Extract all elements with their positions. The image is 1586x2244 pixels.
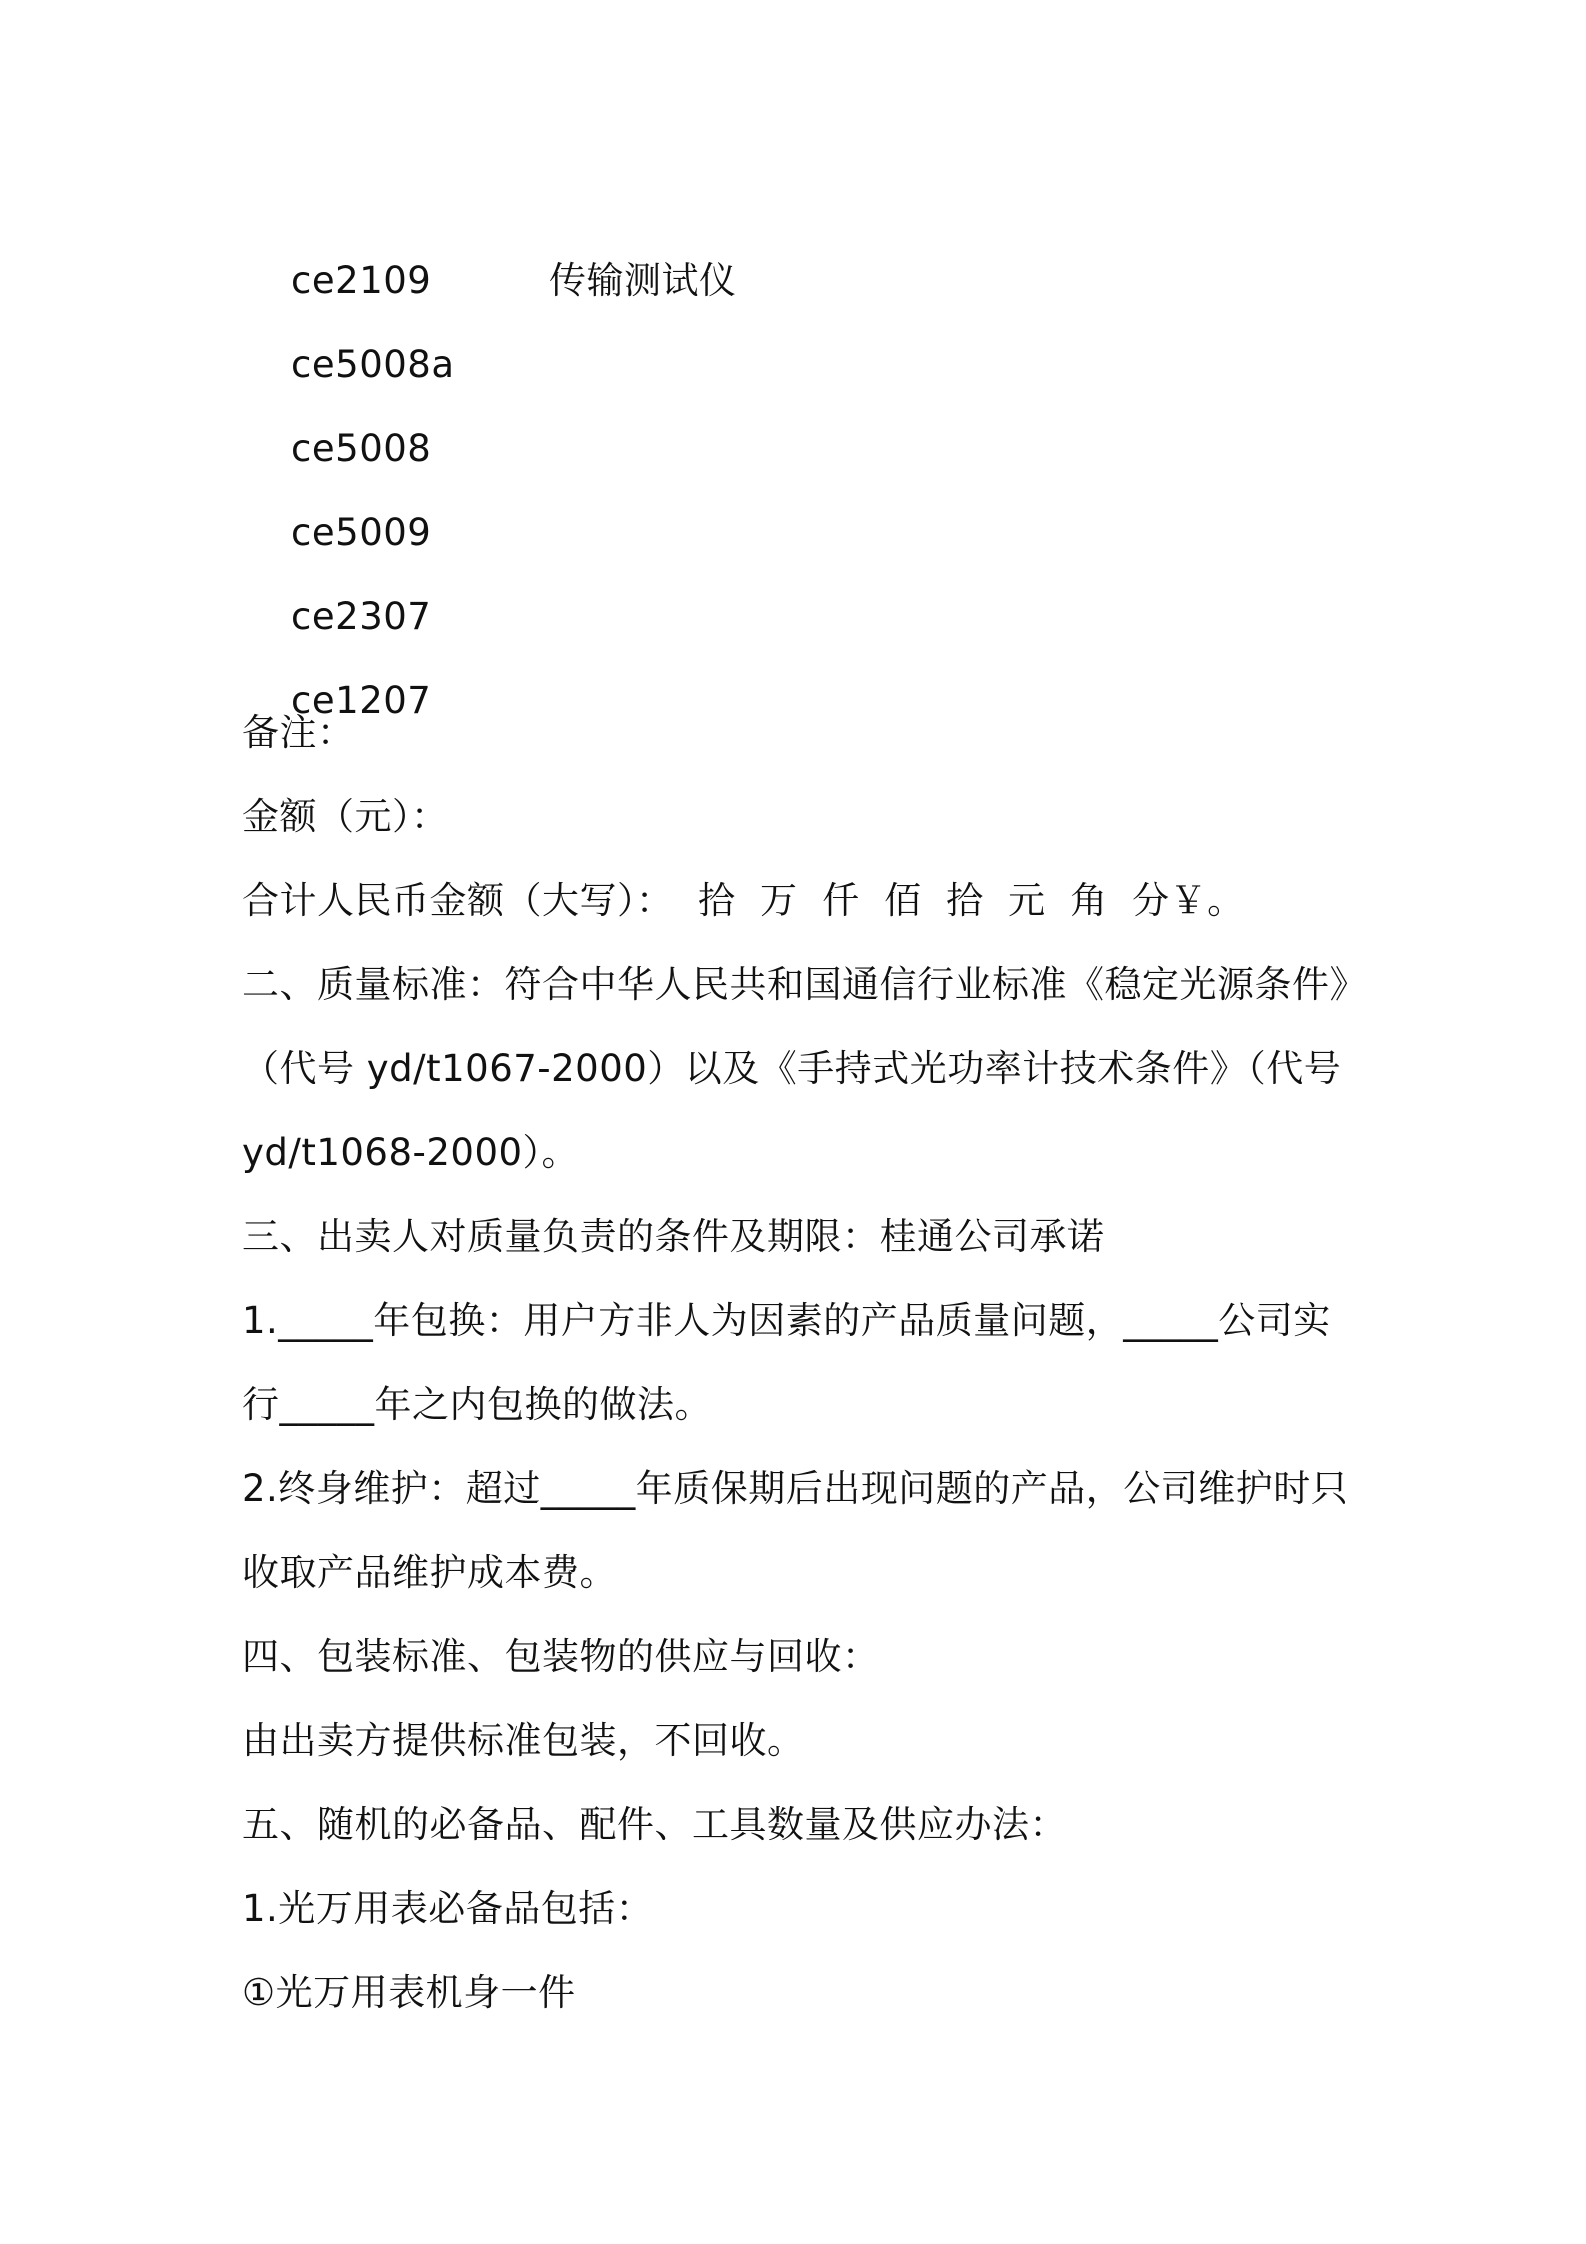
model-code: ce5008a: [291, 343, 455, 386]
model-code: ce5009: [291, 511, 432, 554]
model-code: ce1207: [291, 679, 432, 722]
model-code: ce5008: [291, 427, 432, 470]
model-name: 传输测试仪: [549, 259, 737, 302]
section2-line1: 二、质量标准：符合中华人民共和国通信行业标准《稳定光源条件》: [242, 963, 1367, 1006]
model-code: ce2307: [291, 595, 432, 638]
section2-line2: （代号 yd/t1067-2000）以及《手持式光功率计技术条件》（代号: [242, 1047, 1342, 1090]
total-amount-line: 合计人民币金额（大写）： 拾 万 仟 佰 拾 元 角 分￥。: [242, 879, 1245, 922]
section2-line3: yd/t1068-2000）。: [242, 1131, 580, 1174]
section3-heading: 三、出卖人对质量负责的条件及期限：桂通公司承诺: [242, 1215, 1105, 1258]
section3-item1-line2: 行_____年之内包换的做法。: [242, 1383, 712, 1426]
section5-item1: 1.光万用表必备品包括：: [242, 1887, 654, 1930]
section4-text: 由出卖方提供标准包装，不回收。: [242, 1719, 805, 1762]
section5-item1-sub1: ①光万用表机身一件: [242, 1971, 576, 2014]
section4-heading: 四、包装标准、包装物的供应与回收：: [242, 1635, 880, 1678]
amount-label: 金额（元）：: [242, 795, 449, 838]
section3-item1-line1: 1._____年包换：用户方非人为因素的产品质量问题，_____公司实: [242, 1299, 1331, 1342]
section5-heading: 五、随机的必备品、配件、工具数量及供应办法：: [242, 1803, 1067, 1846]
section3-item2-line1: 2.终身维护：超过_____年质保期后出现问题的产品，公司维护时只: [242, 1467, 1349, 1510]
section3-item2-line2: 收取产品维护成本费。: [242, 1551, 617, 1594]
model-code: ce2109: [291, 259, 432, 302]
remarks-label: 备注：: [242, 711, 355, 754]
